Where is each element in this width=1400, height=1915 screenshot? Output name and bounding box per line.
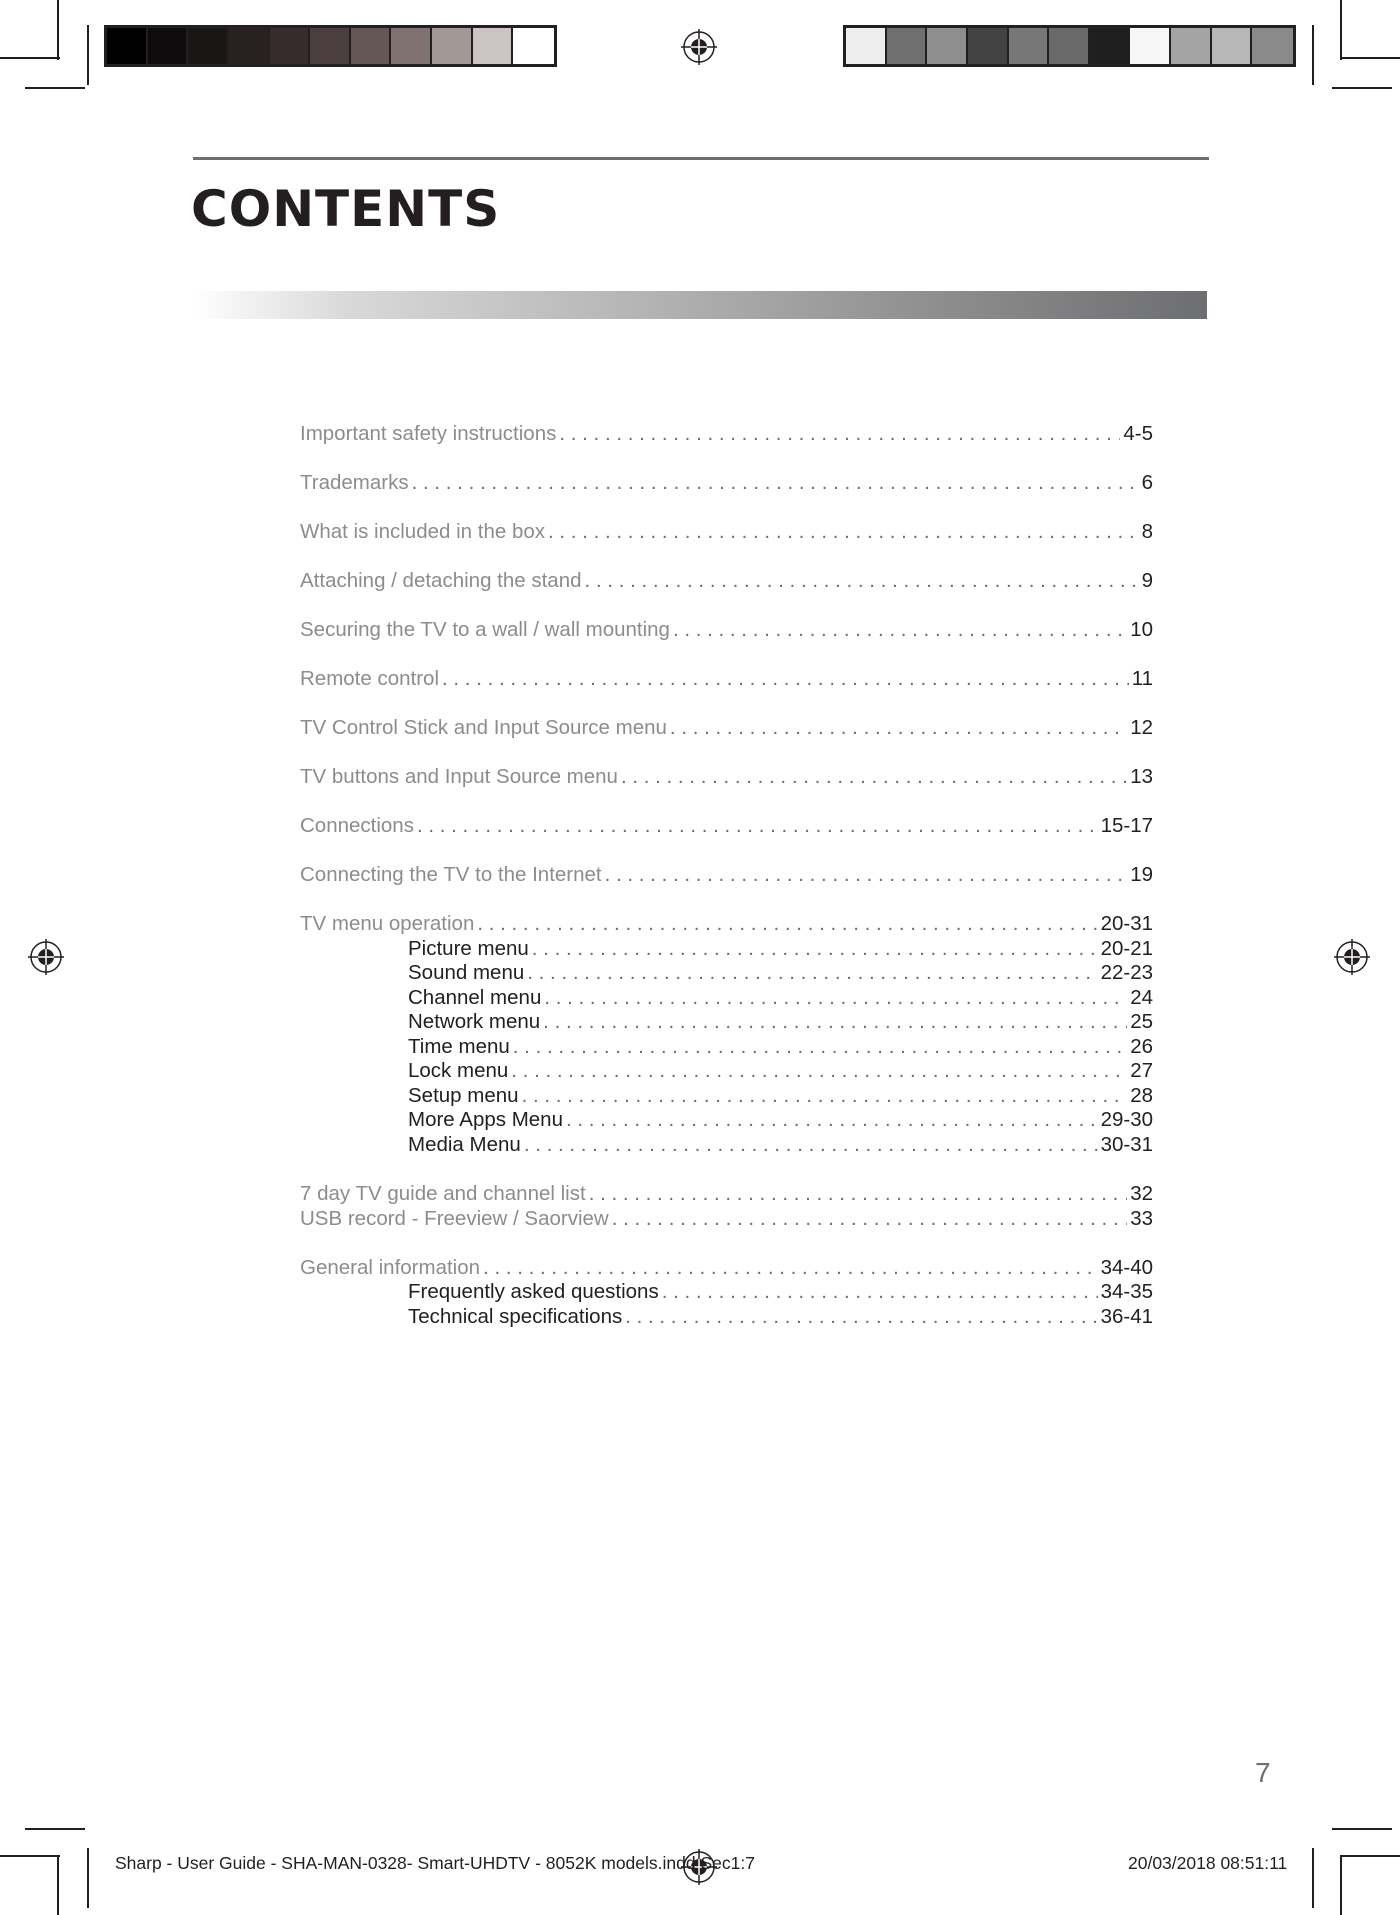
toc-entry (300, 421, 1153, 447)
toc-entry-label: General information (300, 1256, 481, 1279)
toc-entry-page: 15-17 (1100, 814, 1153, 837)
toc-dot-leader (513, 1034, 1127, 1060)
color-swatch (107, 28, 148, 64)
color-swatch (148, 28, 189, 64)
toc-entry-page: 8 (1141, 520, 1153, 543)
color-swatch (846, 28, 887, 64)
toc-entry (300, 715, 1153, 741)
toc-entry (300, 1009, 1153, 1035)
toc-entry-label: Securing the TV to a wall / wall mounting (300, 618, 670, 641)
toc-entry (300, 470, 1153, 496)
toc-dot-leader (544, 985, 1127, 1011)
toc-entry-page: 12 (1130, 716, 1153, 739)
toc-dot-leader (670, 715, 1127, 741)
toc-entry (300, 862, 1153, 888)
toc-dot-leader (442, 666, 1129, 692)
toc-dot-leader (522, 1083, 1128, 1109)
crop-mark (1332, 1828, 1392, 1830)
crop-mark (57, 0, 59, 60)
color-swatch (513, 28, 554, 64)
toc-dot-leader (621, 764, 1127, 790)
toc-entry-label: Trademarks (300, 471, 409, 494)
color-swatch (1049, 28, 1090, 64)
crop-mark (1340, 1855, 1342, 1915)
color-swatch (1212, 28, 1253, 64)
toc-entry (300, 985, 1153, 1011)
crop-mark (1340, 1855, 1400, 1857)
toc-entry (300, 1083, 1153, 1109)
toc-entry-label: Lock menu (408, 1059, 509, 1082)
toc-dot-leader (625, 1304, 1097, 1330)
toc-entry-label: TV menu operation (300, 912, 475, 935)
color-swatch (310, 28, 351, 64)
toc-entry-label: More Apps Menu (408, 1108, 563, 1131)
toc-dot-leader (612, 1206, 1127, 1232)
toc-entry (300, 1034, 1153, 1060)
toc-entry-label: Remote control (300, 667, 440, 690)
toc-entry (300, 666, 1153, 692)
crop-mark (87, 1848, 89, 1908)
toc-entry-page: 19 (1130, 863, 1153, 886)
toc-dot-leader (589, 1181, 1128, 1207)
toc-dot-leader (417, 813, 1098, 839)
toc-entry-page: 27 (1130, 1059, 1153, 1082)
color-swatch (229, 28, 270, 64)
toc-entry (300, 1107, 1153, 1133)
crop-mark (0, 1855, 60, 1857)
color-swatch (1090, 28, 1131, 64)
color-bar-left (104, 25, 557, 67)
registration-mark-icon (28, 939, 64, 975)
toc-dot-leader (524, 1132, 1098, 1158)
toc-entry-page: 20-21 (1100, 937, 1153, 960)
registration-mark-icon (1334, 939, 1370, 975)
toc-dot-leader (566, 1107, 1098, 1133)
color-swatch (1009, 28, 1050, 64)
toc-entry-page: 34-40 (1100, 1256, 1153, 1279)
toc-dot-leader (673, 617, 1127, 643)
gradient-band (193, 291, 1207, 319)
toc-entry (300, 617, 1153, 643)
toc-entry-page: 26 (1130, 1035, 1153, 1058)
toc-dot-leader (527, 960, 1097, 986)
toc-entry-label: Network menu (408, 1010, 541, 1033)
toc-entry-page: 13 (1130, 765, 1153, 788)
toc-dot-leader (559, 421, 1120, 447)
toc-entry-page: 4-5 (1123, 422, 1153, 445)
toc-entry-label: USB record - Freeview / Saorview (300, 1207, 609, 1230)
color-swatch (1252, 28, 1293, 64)
toc-entry (300, 568, 1153, 594)
toc-entry-label: Connections (300, 814, 414, 837)
toc-entry-label: Sound menu (408, 961, 525, 984)
toc-entry (300, 1279, 1153, 1305)
toc-entry-page: 20-31 (1100, 912, 1153, 935)
toc-entry-page: 24 (1130, 986, 1153, 1009)
toc-entry-label: Picture menu (408, 937, 529, 960)
toc-entry-label: Frequently asked questions (408, 1280, 659, 1303)
toc-entry-label: Connecting the TV to the Internet (300, 863, 602, 886)
color-swatch (1130, 28, 1171, 64)
color-swatch (391, 28, 432, 64)
toc-entry (300, 1206, 1153, 1232)
crop-mark (25, 1828, 85, 1830)
registration-mark-icon (681, 29, 717, 65)
toc-entry-page: 11 (1131, 667, 1153, 690)
toc-entry-page: 33 (1130, 1207, 1153, 1230)
crop-mark (1332, 87, 1392, 89)
header-rule (193, 157, 1209, 160)
color-swatch (887, 28, 928, 64)
toc-dot-leader (483, 1255, 1098, 1281)
toc-entry (300, 1255, 1153, 1281)
toc-entry-label: Time menu (408, 1035, 510, 1058)
page-title: CONTENTS (191, 180, 501, 238)
toc-entry (300, 936, 1153, 962)
slug-left: Sharp - User Guide - SHA-MAN-0328- Smart-UHDTV - 8052K models.indd Sec1:7 (115, 1853, 755, 1873)
crop-mark (1340, 0, 1342, 60)
toc-entry-page: 9 (1141, 569, 1153, 592)
toc-entry-page: 6 (1141, 471, 1153, 494)
color-swatch (351, 28, 392, 64)
color-swatch (473, 28, 514, 64)
crop-mark (1340, 57, 1400, 59)
color-swatch (432, 28, 473, 64)
toc-entry-label: Important safety instructions (300, 422, 557, 445)
toc-dot-leader (662, 1279, 1098, 1305)
toc-dot-leader (477, 911, 1097, 937)
crop-mark (25, 87, 85, 89)
toc-entry (300, 1058, 1153, 1084)
toc-entry (300, 911, 1153, 937)
toc-entry (300, 764, 1153, 790)
toc-entry-label: 7 day TV guide and channel list (300, 1182, 586, 1205)
toc-entry-label: TV buttons and Input Source menu (300, 765, 618, 788)
toc-dot-leader (548, 519, 1139, 545)
toc-entry (300, 960, 1153, 986)
toc-entry-page: 34-35 (1100, 1280, 1153, 1303)
toc-entry-page: 25 (1130, 1010, 1153, 1033)
toc-entry (300, 1181, 1153, 1207)
toc-entry-label: TV Control Stick and Input Source menu (300, 716, 667, 739)
color-bar-right (843, 25, 1296, 67)
toc-entry (300, 519, 1153, 545)
toc-entry (300, 813, 1153, 839)
color-swatch (927, 28, 968, 64)
slug-right: 20/03/2018 08:51:11 (1128, 1853, 1288, 1873)
toc-dot-leader (543, 1009, 1127, 1035)
crop-mark (57, 1855, 59, 1915)
toc-entry-page: 10 (1130, 618, 1153, 641)
color-swatch (270, 28, 311, 64)
toc-entry-page: 30-31 (1100, 1133, 1153, 1156)
toc-entry-page: 28 (1130, 1084, 1153, 1107)
toc-entry-page: 29-30 (1100, 1108, 1153, 1131)
color-swatch (1171, 28, 1212, 64)
toc-entry (300, 1132, 1153, 1158)
color-swatch (968, 28, 1009, 64)
toc-dot-leader (605, 862, 1128, 888)
toc-entry-label: Channel menu (408, 986, 542, 1009)
crop-mark (87, 25, 89, 85)
toc-entry-label: Attaching / detaching the stand (300, 569, 582, 592)
crop-mark (0, 57, 60, 59)
toc-entry-page: 36-41 (1100, 1305, 1153, 1328)
toc-dot-leader (532, 936, 1098, 962)
toc-dot-leader (412, 470, 1139, 496)
toc-entry (300, 1304, 1153, 1330)
toc-entry-label: Technical specifications (408, 1305, 623, 1328)
toc-dot-leader (585, 568, 1139, 594)
toc-entry-label: What is included in the box (300, 520, 545, 543)
page-number: 7 (1255, 1757, 1271, 1788)
toc-entry-label: Media Menu (408, 1133, 521, 1156)
color-swatch (188, 28, 229, 64)
crop-mark (1312, 25, 1314, 85)
toc-dot-leader (511, 1058, 1127, 1084)
toc-entry-page: 32 (1130, 1182, 1153, 1205)
toc-entry-page: 22-23 (1100, 961, 1153, 984)
toc-entry-label: Setup menu (408, 1084, 519, 1107)
crop-mark (1312, 1848, 1314, 1908)
